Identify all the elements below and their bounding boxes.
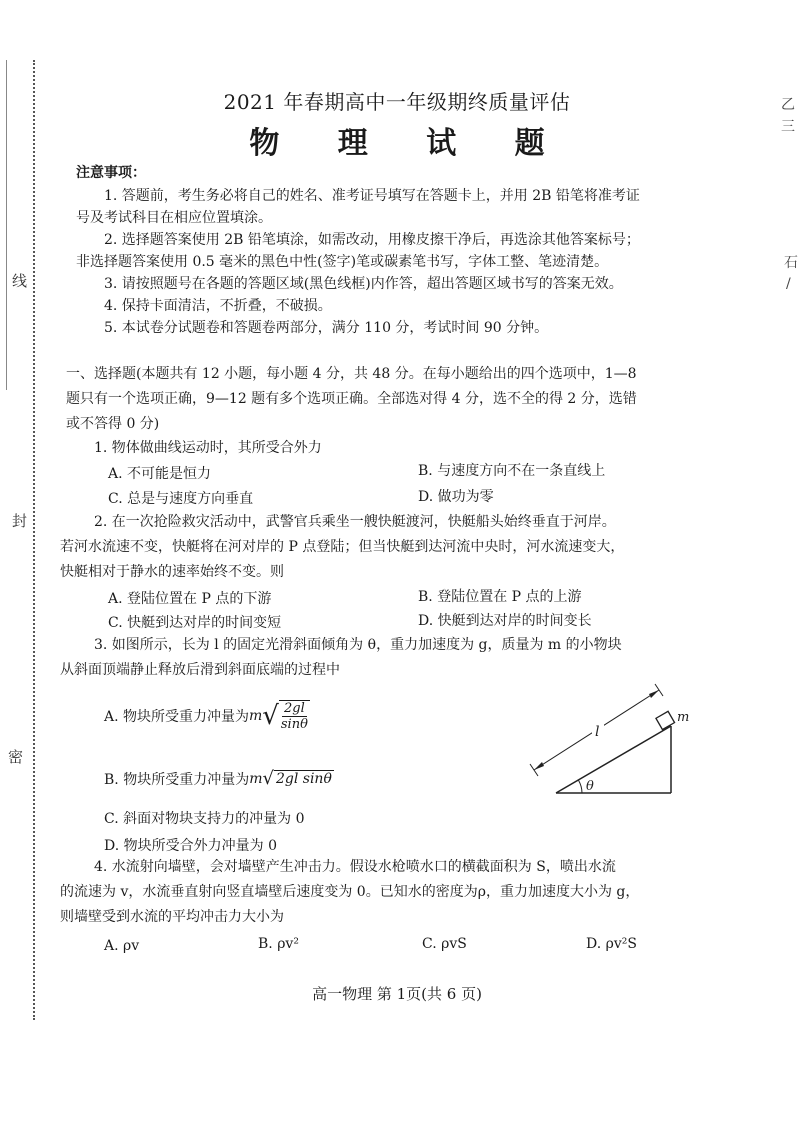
q2-option-b: B. 登陆位置在 P 点的上游 (418, 589, 582, 605)
q2-stem-line: 2. 在一次抢险救灾活动中，武警官兵乘坐一艘快艇渡河，快艇船头始终垂直于河岸。 (94, 514, 616, 530)
q3-option-a-denominator: sinθ (280, 717, 308, 732)
q3-stem-line: 从斜面顶端静止释放后滑到斜面底端的过程中 (60, 662, 340, 678)
q3-option-b-radicand: 2gl sinθ (275, 771, 332, 787)
notice-item: 号及考试科目在相应位置填涂。 (76, 210, 272, 226)
q2-stem-line: 若河水流速不变，快艇将在河对岸的 P 点登陆；但当快艇到达河流中央时，河水流速变大， (60, 539, 625, 555)
q3-option-d: D. 物块所受合外力冲量为 0 (104, 838, 277, 854)
q3-option-b-mass: m (249, 770, 263, 787)
q3-option-a-numerator: 2gl (284, 701, 305, 716)
notice-item: 非选择题答案使用 0.5 毫米的黑色中性(签字)笔或碳素笔书写，字体工整、笔迹清楚。 (76, 254, 609, 270)
q3-option-a-sqrt: √ $\frac{2gl}{\sin\theta}$ (262, 701, 308, 732)
notice-heading: 注意事项： (76, 165, 146, 181)
binding-dotted-line (33, 60, 35, 1020)
q1-option-b: B. 与速度方向不在一条直线上 (418, 463, 606, 479)
q4-stem-line: 则墙壁受到水流的平均冲击力大小为 (60, 909, 284, 925)
page-footer: 高一物理 第 1页(共 6 页) (312, 985, 482, 1003)
section-intro-line: 或不答得 0 分) (66, 416, 160, 432)
q3-stem-line: 3. 如图所示，长为 l 的固定光滑斜面倾角为 θ，重力加速度为 g，质量为 m 的小物块 (94, 637, 622, 653)
q3-option-b-sqrt: √ 2gl sinθ (262, 768, 332, 789)
notice-item: 3. 请按照题号在各题的答题区域(黑色线框)内作答，超出答题区域书写的答案无效。 (104, 276, 623, 292)
q3-option-a-prefix: A. 物块所受重力冲量为 (104, 709, 250, 725)
q2-option-c: C. 快艇到达对岸的时间变短 (108, 615, 282, 631)
figure-mass-label: m (677, 710, 690, 725)
q4-option-b: B. ρv² (258, 936, 299, 952)
q3-option-c: C. 斜面对物块支持力的冲量为 0 (104, 811, 305, 827)
notice-item: 5. 本试卷分试题卷和答题卷两部分，满分 110 分，考试时间 90 分钟。 (104, 320, 549, 336)
exam-title: 2021 年春期高中一年级期终质量评估 (223, 90, 571, 114)
q3-option-b (104, 768, 334, 789)
notice-item: 1. 答题前，考生务必将自己的姓名、准考证号填写在答题卡上，并用 2B 铅笔将准考证 (104, 188, 640, 204)
figure-angle-label: θ (586, 779, 594, 794)
edge-fragment-1: 乙 (781, 97, 795, 113)
q1-stem: 1. 物体做曲线运动时，其所受合外力 (94, 440, 322, 456)
figure-length-label: l (595, 724, 600, 740)
edge-fragment-2: 三 (781, 119, 795, 135)
q2-stem-line: 快艇相对于静水的速率始终不变。则 (60, 564, 284, 580)
q2-option-a: A. 登陆位置在 P 点的下游 (108, 591, 272, 607)
q1-option-a: A. 不可能是恒力 (108, 466, 212, 482)
binding-mark-xian: 线 (12, 272, 28, 290)
binding-mark-mi: 密 (8, 748, 24, 766)
incline-figure (520, 676, 700, 801)
section-intro-line: 题只有一个选项正确，9—12 题有多个选项正确。全部选对得 4 分，选不全的得 2 分，选错 (66, 391, 637, 407)
q3-option-b-prefix: B. 物块所受重力冲量为 (104, 771, 250, 788)
q3-option-a-mass: m (249, 708, 263, 724)
edge-fragment-3: 石 (784, 255, 798, 271)
q4-stem-line: 的流速为 v，水流垂直射向竖直墙壁后速度变为 0。已知水的密度为ρ，重力加速度大小为 g， (60, 884, 640, 900)
q4-option-c: C. ρvS (422, 936, 467, 952)
notice-item: 2. 选择题答案使用 2B 铅笔填涂，如需改动，用橡皮擦干净后，再选涂其他答案标号； (104, 232, 640, 248)
q1-option-d: D. 做功为零 (418, 489, 494, 505)
q1-option-c: C. 总是与速度方向垂直 (108, 491, 254, 507)
edge-fragment-4: / (786, 276, 791, 292)
q2-option-d: D. 快艇到达对岸的时间变长 (418, 613, 592, 629)
binding-mark-feng: 封 (12, 512, 28, 530)
section-intro-line: 一、选择题(本题共有 12 小题，每小题 4 分，共 48 分。在每小题给出的四个选项中，1—8 (66, 366, 637, 382)
q3-option-a (104, 700, 310, 732)
q4-option-d: D. ρv²S (586, 936, 637, 952)
subject-title: 物 理 试 题 (249, 126, 569, 161)
notice-item: 4. 保持卡面清洁，不折叠，不破损。 (104, 298, 332, 314)
q4-stem-line: 4. 水流射向墙壁，会对墙壁产生冲击力。假设水枪喷水口的横截面积为 S，喷出水流 (94, 859, 616, 875)
q4-option-a: A. ρv (104, 938, 140, 954)
